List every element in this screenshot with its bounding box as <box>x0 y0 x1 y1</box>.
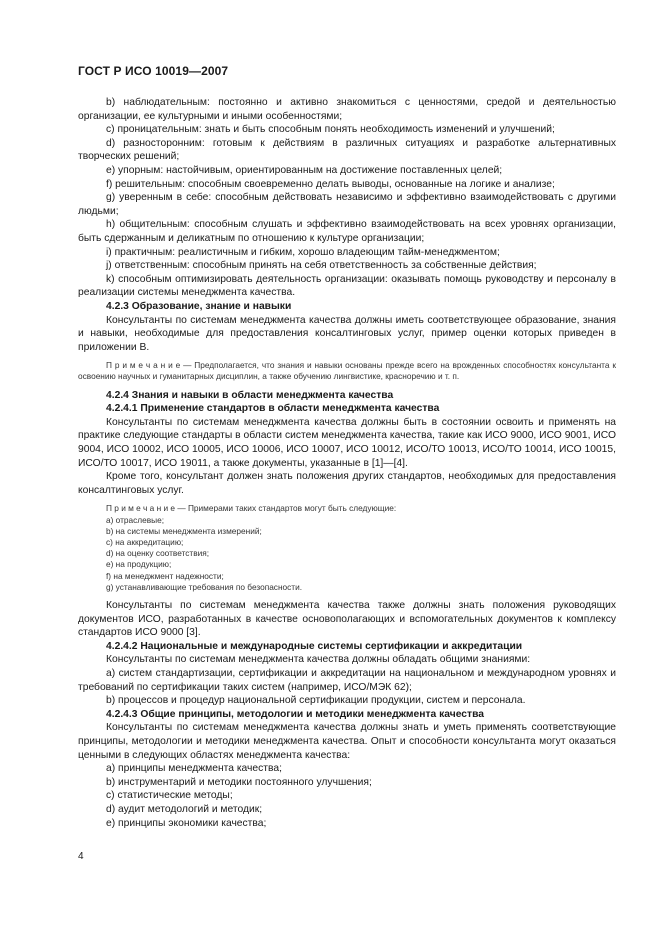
note-item: a) отраслевые; <box>106 514 165 525</box>
note-label: П р и м е ч а н и е <box>106 503 176 514</box>
note-item: b) на системы менеджмента измерений; <box>106 525 262 536</box>
list-item: b) процессов и процедур национальной сертификации продукции, систем и персонала. <box>106 695 526 707</box>
list-item-d: d) разносторонним: готовым к действиям в различных ситуациях и разработке альтернативных творческих решений; <box>78 137 616 163</box>
section-paragraph: Консультанты по системам менеджмента качества должны знать и уметь применять соответствующие принципы, методологии и методики менеджмента качества. Опыт и способности консультанта могут оказаться ценными в следующих областях менеджмента качества: <box>78 722 616 761</box>
note-item: c) на аккредитацию; <box>106 537 184 548</box>
document-header: ГОСТ Р ИСО 10019—2007 <box>78 64 229 78</box>
list-item: d) аудит методологий и методик; <box>106 803 263 815</box>
note-text: — Примерами таких стандартов могут быть следующие: <box>175 503 397 514</box>
note-label: П р и м е ч а н и е <box>106 360 181 371</box>
section-heading-4-2-4-1: 4.2.4.1 Применение стандартов в области менеджмента качества <box>106 403 440 415</box>
list-item: c) статистические методы; <box>106 790 233 802</box>
section-heading-4-2-4-3: 4.2.4.3 Общие принципы, методологии и методики менеджмента качества <box>106 708 484 720</box>
section-heading-4-2-3: 4.2.3 Образование, знание и навыки <box>106 300 292 312</box>
list-item-b: b) наблюдательным: постоянно и активно знакомиться с ценностями, средой и деятельностью организации, ее культурными и иными особенностями; <box>78 97 616 122</box>
note-item: g) устанавливающие требования по безопасности. <box>106 581 303 592</box>
list-item-c: c) проницательным: знать и быть способным понять необходимость изменений и улучшений; <box>106 124 555 136</box>
list-item-j: j) ответственным: способным принять на себя ответственность за собственные действия; <box>106 260 537 272</box>
section-paragraph: Консультанты по системам менеджмента качества должны быть в состоянии освоить и применять на практике следующие стандарты в области систем менеджмента качества, такие как ИСО 9000, ИСО 9001, ИСО 9004, ИСО 10002, ИСО 10005, ИСО 10006, ИСО 10007, ИСО 10012, ИСО/ТО 10013, ИСО/ТО 10014, ИСО 10015, ИСО/ТО 10017, ИСО 19011, а также документы, указанные в [1]—[4]. <box>78 416 616 469</box>
section-paragraph: Консультанты по системам менеджмента качества должны обладать общими знаниями: <box>106 654 531 666</box>
section-paragraph: Кроме того, консультант должен знать положения других стандартов, необходимых для предоставления консалтинговых услуг. <box>78 471 616 496</box>
note <box>78 503 616 514</box>
list-item-e: e) упорным: настойчивым, ориентированным на достижение поставленных целей; <box>106 164 503 176</box>
note-text: — Предполагается, что знания и навыки основаны прежде всего на врожденных способностях консультанта к освоению научных и гуманитарных дисциплин, а также обучению лингвистике, красноречию и т. п. <box>78 360 617 382</box>
note-item: f) на менеджмент надежности; <box>106 570 224 581</box>
section-paragraph: Консультанты по системам менеджмента качества также должны знать положения руководящих документов ИСО, разработанных в качестве основополагающих и вспомогательных документов к комплексу стандартов ИСО 9000 [3]. <box>78 600 616 639</box>
list-item: b) инструментарий и методики постоянного улучшения; <box>106 776 372 788</box>
list-item-h: h) общительным: способным слушать и эффективно взаимодействовать на всех уровнях организации, быть сдержанным и деликатным по отношению к культуре организации; <box>78 219 616 244</box>
list-item-i: i) практичным: реалистичным и гибким, хорошо владеющим тайм-менеджментом; <box>106 246 500 258</box>
page-number: 4 <box>78 851 84 862</box>
section-heading-4-2-4-2: 4.2.4.2 Национальные и международные системы сертификации и аккредитации <box>106 640 523 652</box>
list-item-g: g) уверенным в себе: способным действовать независимо и эффективно взаимодействовать с другими людьми; <box>78 192 616 217</box>
note <box>78 360 616 382</box>
note-item: e) на продукцию; <box>106 559 172 570</box>
note-item: d) на оценку соответствия; <box>106 548 210 559</box>
list-item: a) систем стандартизации, сертификации и аккредитации на национальном и международном уровнях и требований по сертификации таких систем (например, ИСО/МЭК 62); <box>78 668 616 693</box>
section-heading-4-2-4: 4.2.4 Знания и навыки в области менеджмента качества <box>106 389 394 401</box>
list-item: a) принципы менеджмента качества; <box>106 763 282 775</box>
section-paragraph: Консультанты по системам менеджмента качества должны иметь соответствующее образование, знания и навыки, необходимые для предоставления консалтинговых услуг, пример оценки которых приведен в приложении В. <box>78 314 616 353</box>
list-item-k: k) способным оптимизировать деятельность организации: оказывать помощь руководству и персоналу в реализации системы менеджмента качества. <box>78 273 616 299</box>
document-page <box>78 64 616 830</box>
list-item: e) принципы экономики качества; <box>106 817 267 829</box>
list-item-f: f) решительным: способным своевременно делать выводы, основанные на логике и анализе; <box>106 178 555 190</box>
